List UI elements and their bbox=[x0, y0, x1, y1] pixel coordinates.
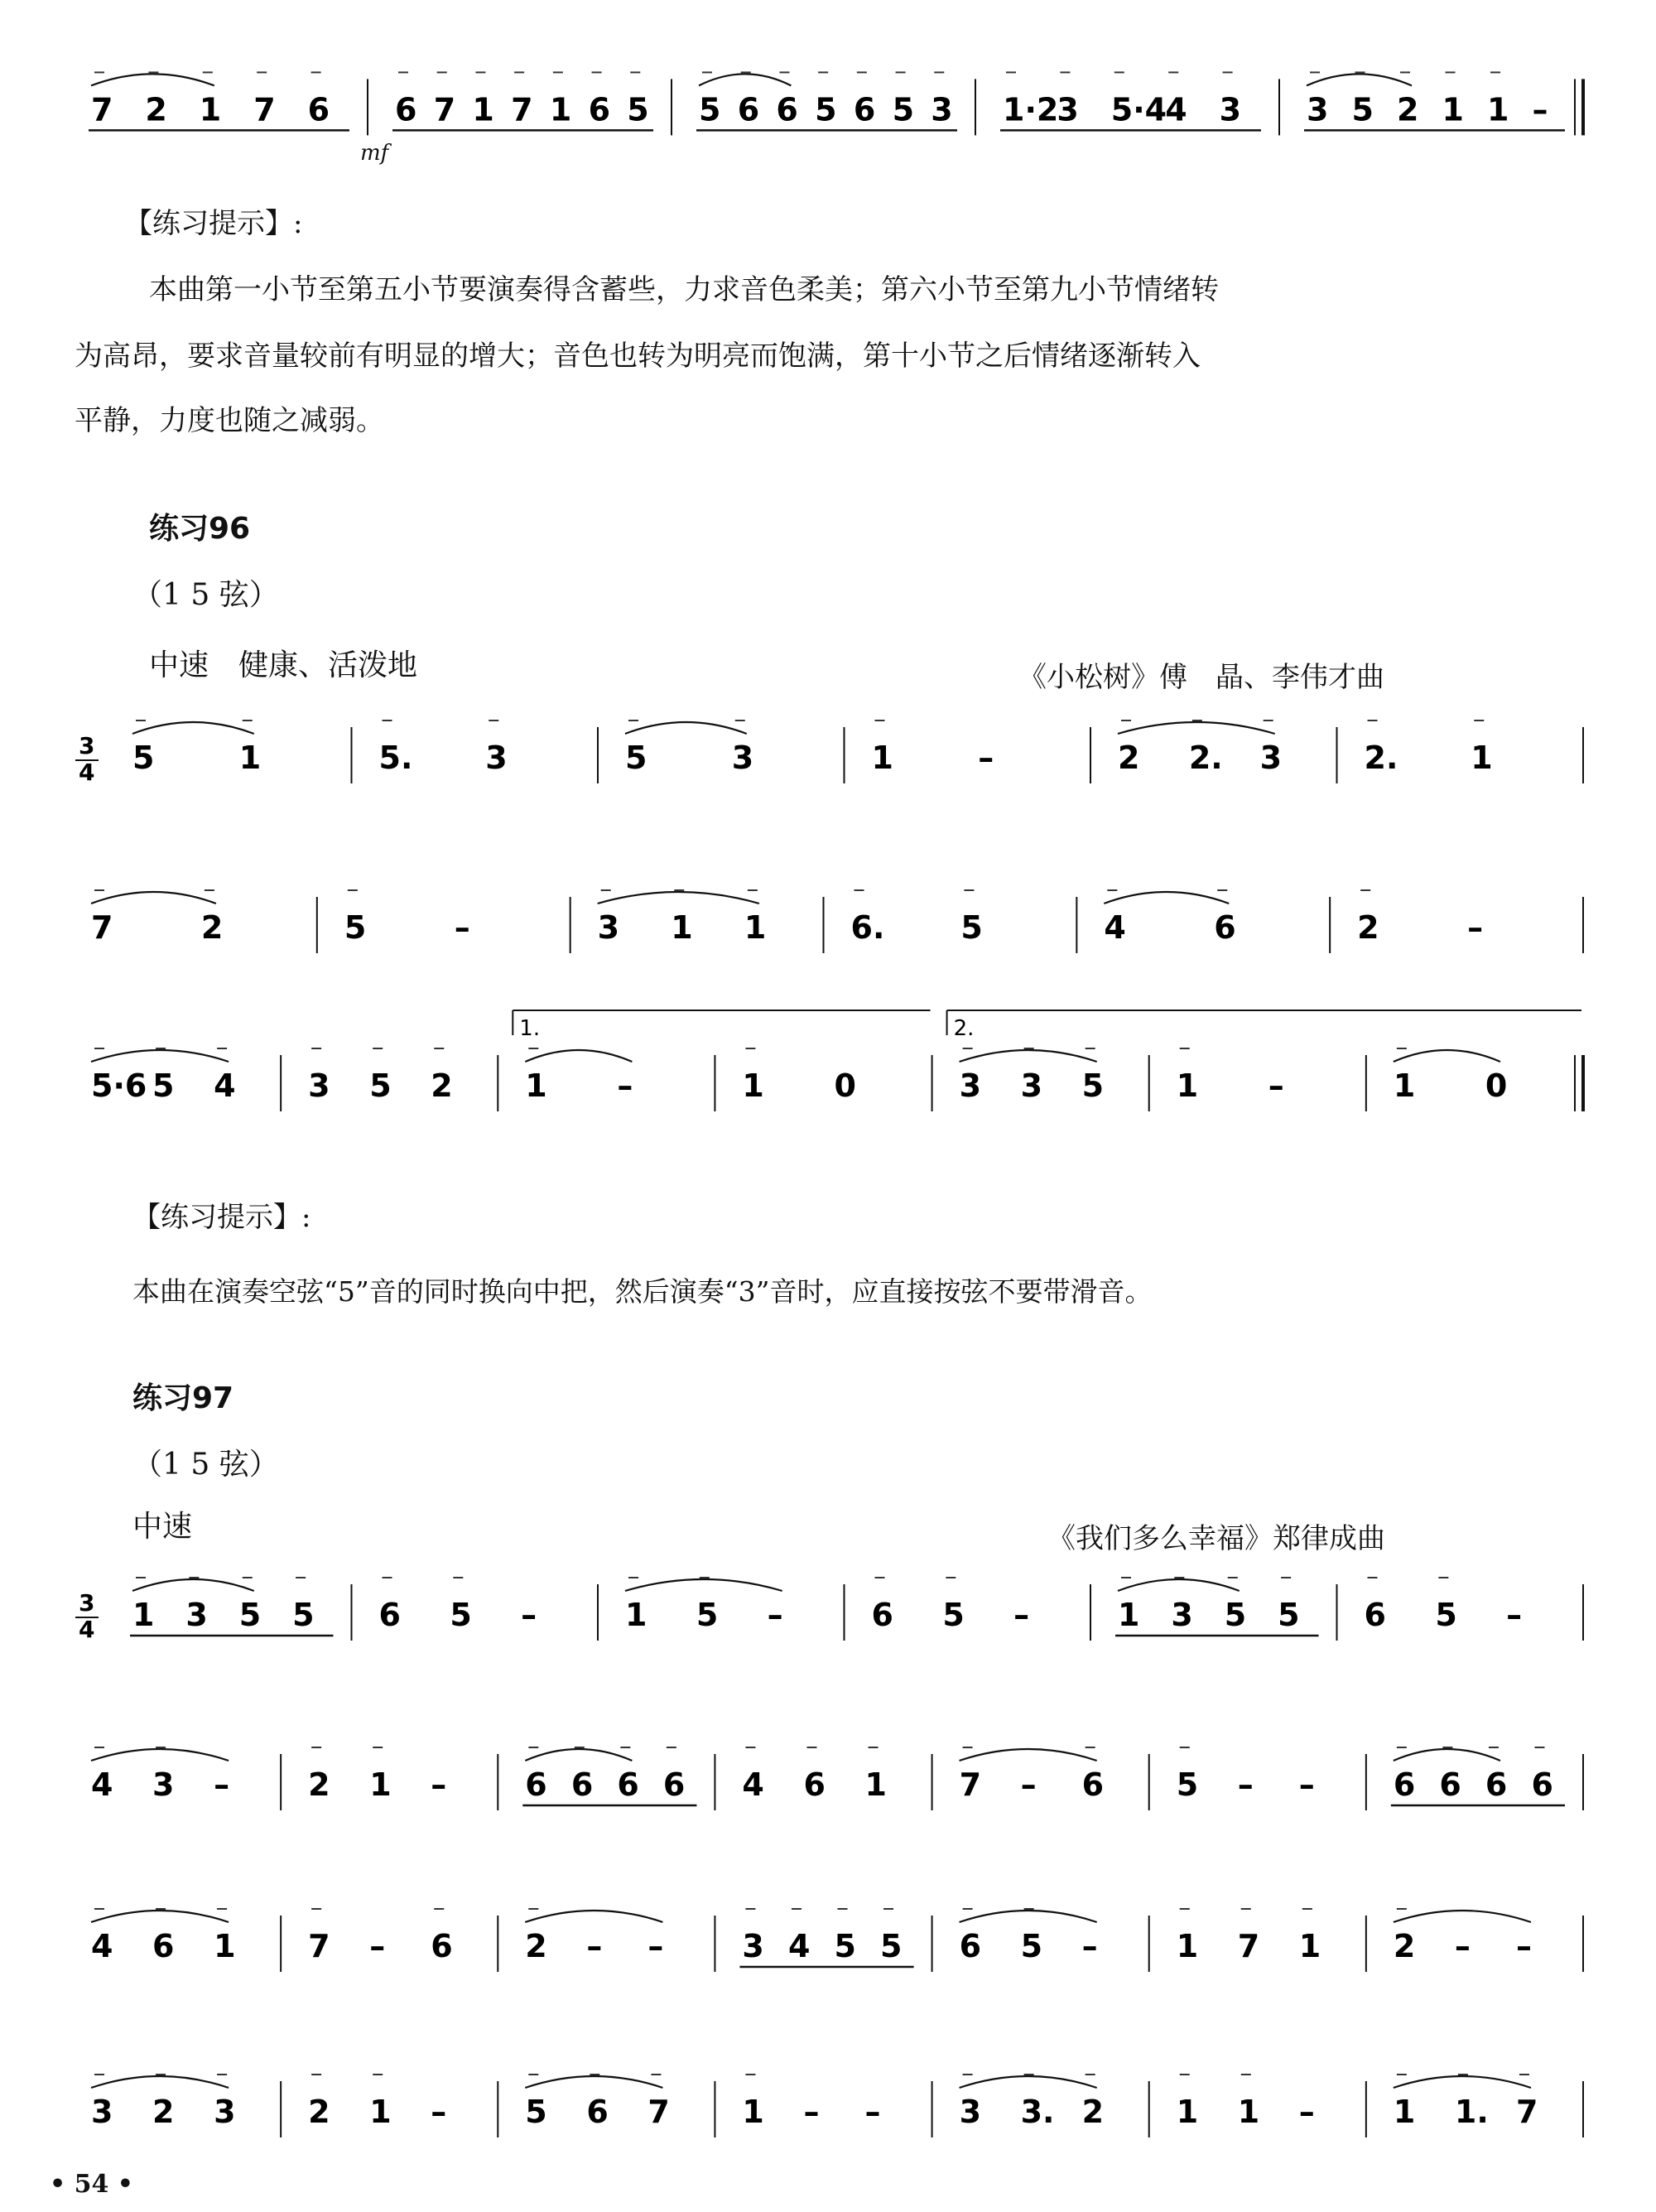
note: 1 bbox=[549, 91, 572, 128]
slur bbox=[132, 1579, 254, 1591]
note: 4 bbox=[787, 1928, 811, 1964]
slur bbox=[960, 1749, 1097, 1761]
note: 7 bbox=[1237, 1928, 1260, 1964]
note: 3 bbox=[742, 1928, 764, 1964]
note: – bbox=[1268, 1067, 1284, 1104]
note: 6 bbox=[525, 1766, 547, 1803]
slur bbox=[598, 892, 759, 904]
note: 5 bbox=[1176, 1766, 1199, 1803]
note: 3. bbox=[1020, 2094, 1055, 2130]
note: 6 bbox=[871, 1597, 893, 1633]
note: 2 bbox=[1081, 2094, 1105, 2130]
note: 6 bbox=[1214, 909, 1236, 946]
note: 5 bbox=[1020, 1928, 1043, 1964]
ex97-row-2 bbox=[70, 1718, 1590, 1843]
top-staff bbox=[70, 33, 1590, 174]
note: 6 bbox=[662, 1766, 686, 1803]
note: – bbox=[214, 1766, 230, 1803]
note: 5·4 bbox=[1110, 91, 1167, 128]
slur bbox=[1118, 722, 1275, 734]
note: 2 bbox=[1397, 91, 1419, 128]
note: 3 bbox=[1307, 91, 1329, 128]
note: 7 bbox=[1515, 2094, 1538, 2130]
note: – bbox=[617, 1067, 633, 1104]
volta-2-label: 2. bbox=[953, 1016, 975, 1041]
note: 1 bbox=[369, 2094, 392, 2130]
note: 3 bbox=[1020, 1067, 1043, 1104]
note: 1 bbox=[864, 1766, 887, 1803]
exercise-96-tempo: 中速 健康、活泼地 bbox=[149, 648, 418, 682]
note: – bbox=[647, 1928, 664, 1964]
note: 1 bbox=[871, 740, 893, 776]
note: 2 bbox=[145, 91, 167, 128]
ex97-row-3-svg bbox=[70, 1880, 1590, 2004]
note: 6 bbox=[1364, 1597, 1386, 1633]
exercise-97-title: 练习97 bbox=[132, 1381, 234, 1415]
note: 6 bbox=[586, 2094, 609, 2130]
note: 5 bbox=[1278, 1597, 1300, 1633]
slur bbox=[1394, 2076, 1531, 2088]
note: 6 bbox=[803, 1766, 826, 1803]
tip1-line-3: 平静，力度也随之减弱。 bbox=[75, 404, 384, 437]
note: 6 bbox=[378, 1597, 401, 1633]
ex97-row-1 bbox=[70, 1549, 1590, 1673]
note: 5 bbox=[450, 1597, 472, 1633]
note: 5 bbox=[132, 740, 155, 776]
note: 1. bbox=[1454, 2094, 1489, 2130]
ex96-row-1 bbox=[70, 692, 1590, 816]
note: 5 bbox=[525, 2094, 547, 2130]
note: 6 bbox=[431, 1928, 453, 1964]
note: 7 bbox=[511, 91, 533, 128]
note: 5 bbox=[152, 1067, 175, 1104]
ex96-row-3 bbox=[70, 994, 1590, 1159]
note: 2 bbox=[1357, 909, 1379, 946]
note: 5 bbox=[696, 1597, 719, 1633]
note: 5 bbox=[880, 1928, 903, 1964]
time-sig-bottom: 4 bbox=[79, 759, 95, 786]
note: – bbox=[454, 909, 470, 946]
note: 3 bbox=[185, 1597, 208, 1633]
note: – bbox=[1454, 1928, 1471, 1964]
slur bbox=[91, 1749, 229, 1761]
exercise-97-tempo: 中速 bbox=[132, 1510, 193, 1544]
note: 1 bbox=[742, 2094, 764, 2130]
note: 3 bbox=[597, 909, 620, 946]
note: 2 bbox=[308, 2094, 330, 2130]
note: 2 bbox=[525, 1928, 547, 1964]
note: 3 bbox=[1171, 1597, 1193, 1633]
note: 1 bbox=[744, 909, 767, 946]
note: 1 bbox=[472, 91, 494, 128]
note: 3 bbox=[1219, 91, 1242, 128]
page-number: • 54 • bbox=[50, 2170, 133, 2199]
slur bbox=[1118, 1579, 1240, 1591]
note: 3 bbox=[91, 2094, 113, 2130]
ex96-row-2-svg bbox=[70, 861, 1590, 986]
note: 5. bbox=[378, 740, 413, 776]
ex97-row-3 bbox=[70, 1880, 1590, 2004]
note: 1 bbox=[525, 1067, 547, 1104]
note: 2 bbox=[1118, 740, 1140, 776]
note: 1 bbox=[1176, 1067, 1199, 1104]
slur bbox=[699, 74, 791, 85]
note: 4 bbox=[742, 1766, 764, 1803]
note: – bbox=[369, 1928, 386, 1964]
note: – bbox=[1515, 1928, 1532, 1964]
note: 1·2 bbox=[1003, 91, 1059, 128]
note: 7 bbox=[433, 91, 456, 128]
top-staff-svg bbox=[70, 33, 1590, 174]
note: – bbox=[1020, 1766, 1037, 1803]
ex96-row-1-svg bbox=[70, 692, 1590, 816]
note: 3 bbox=[485, 740, 508, 776]
note: 1 bbox=[742, 1067, 764, 1104]
ex97-row-4-svg bbox=[70, 2046, 1590, 2170]
note: 1 bbox=[1442, 91, 1464, 128]
slur bbox=[1394, 1749, 1500, 1761]
note: 7 bbox=[308, 1928, 330, 1964]
note: – bbox=[1532, 91, 1548, 128]
note: 7 bbox=[959, 1766, 982, 1803]
slur bbox=[525, 1050, 632, 1062]
note: 5 bbox=[344, 909, 367, 946]
note: 5 bbox=[1351, 91, 1374, 128]
slur bbox=[525, 1911, 662, 1922]
note: 6 bbox=[1531, 1766, 1553, 1803]
slur bbox=[960, 1050, 1097, 1062]
slur bbox=[132, 722, 254, 734]
slur bbox=[960, 1911, 1097, 1922]
note: 5 bbox=[1435, 1597, 1457, 1633]
slur bbox=[91, 74, 214, 85]
note: 4 bbox=[1104, 909, 1126, 946]
note: – bbox=[978, 740, 994, 776]
slur bbox=[91, 1911, 229, 1922]
note: 6 bbox=[1485, 1766, 1508, 1803]
note: 3 bbox=[1057, 91, 1079, 128]
note: 3 bbox=[931, 91, 953, 128]
note: 4 bbox=[91, 1928, 113, 1964]
time-sig-bottom: 4 bbox=[79, 1616, 95, 1643]
note: – bbox=[521, 1597, 537, 1633]
note: 5 bbox=[625, 740, 647, 776]
note: 6 bbox=[1393, 1766, 1416, 1803]
ex96-row-3-svg bbox=[70, 994, 1590, 1159]
note: – bbox=[1506, 1597, 1523, 1633]
note: 5 bbox=[960, 909, 983, 946]
note: 1 bbox=[1176, 2094, 1199, 2130]
slur bbox=[625, 722, 747, 734]
note: 6 bbox=[1439, 1766, 1461, 1803]
note: – bbox=[431, 1766, 447, 1803]
slur bbox=[1394, 1050, 1500, 1062]
note: 4 bbox=[214, 1067, 236, 1104]
slur bbox=[1104, 892, 1229, 904]
note: 1 bbox=[1118, 1597, 1140, 1633]
slur bbox=[91, 2076, 229, 2088]
note: 3 bbox=[959, 1067, 982, 1104]
note: 7 bbox=[647, 2094, 670, 2130]
note: 4 bbox=[1165, 91, 1187, 128]
note: 7 bbox=[91, 909, 113, 946]
slur bbox=[91, 1050, 229, 1062]
note: 6 bbox=[307, 91, 330, 128]
slur bbox=[625, 1579, 782, 1591]
note: 6 bbox=[959, 1928, 982, 1964]
note: 6 bbox=[853, 91, 876, 128]
ex96-row-2 bbox=[70, 861, 1590, 986]
exercise-96-credit: 《小松树》傅 晶、李伟才曲 bbox=[1018, 661, 1384, 694]
time-sig-top: 3 bbox=[79, 732, 95, 759]
note: 6 bbox=[617, 1766, 639, 1803]
note: 3 bbox=[308, 1067, 330, 1104]
note: 1 bbox=[369, 1766, 392, 1803]
note: 6 bbox=[588, 91, 611, 128]
note: 6 bbox=[1081, 1766, 1105, 1803]
time-sig-top: 3 bbox=[79, 1589, 95, 1617]
note: 0 bbox=[834, 1067, 856, 1104]
note: – bbox=[1013, 1597, 1030, 1633]
note: 1 bbox=[199, 91, 222, 128]
note: 1 bbox=[1471, 740, 1493, 776]
tip2-line: 本曲在演奏空弦“5”音的同时换向中把，然后演奏“3”音时，应直接按弦不要带滑音。 bbox=[132, 1275, 1153, 1308]
note: – bbox=[431, 2094, 447, 2130]
note: 1 bbox=[1393, 2094, 1416, 2130]
slur bbox=[1307, 74, 1412, 85]
note: 7 bbox=[91, 91, 113, 128]
note: 3 bbox=[152, 1766, 175, 1803]
note: 6 bbox=[395, 91, 417, 128]
note: 5 bbox=[627, 91, 649, 128]
note: 1 bbox=[1176, 1928, 1199, 1964]
note: 5 bbox=[238, 1597, 262, 1633]
slur bbox=[1394, 1911, 1531, 1922]
note: 2 bbox=[152, 2094, 175, 2130]
note: 5 bbox=[1081, 1067, 1105, 1104]
note: 6 bbox=[737, 91, 760, 128]
note: 1 bbox=[238, 740, 262, 776]
note: 5·6 bbox=[91, 1067, 147, 1104]
note: 6 bbox=[152, 1928, 175, 1964]
note: 2. bbox=[1188, 740, 1223, 776]
note: – bbox=[803, 2094, 820, 2130]
tip2-title: 【练习提示】: bbox=[132, 1201, 311, 1234]
note: 3 bbox=[731, 740, 754, 776]
note: 2. bbox=[1364, 740, 1398, 776]
note: 5 bbox=[1224, 1597, 1247, 1633]
note: 5 bbox=[892, 91, 915, 128]
note: 6. bbox=[850, 909, 885, 946]
note: – bbox=[1298, 1766, 1315, 1803]
note: 5 bbox=[942, 1597, 965, 1633]
slur bbox=[525, 2076, 662, 2088]
note: – bbox=[1467, 909, 1484, 946]
note: 5 bbox=[834, 1928, 856, 1964]
note: 3 bbox=[214, 2094, 236, 2130]
volta-1-label: 1. bbox=[519, 1016, 541, 1041]
note: 7 bbox=[253, 91, 276, 128]
note: 5 bbox=[815, 91, 837, 128]
tip1-title: 【练习提示】: bbox=[124, 207, 303, 240]
tip1-line-1: 本曲第一小节至第五小节要演奏得含蓄些，力求音色柔美；第六小节至第九小节情绪转 bbox=[149, 273, 1219, 306]
note: 1 bbox=[132, 1597, 155, 1633]
note: – bbox=[586, 1928, 603, 1964]
ex97-row-4 bbox=[70, 2046, 1590, 2170]
tip1-line-2: 为高昂，要求音量较前有明显的增大；音色也转为明亮而饱满，第十小节之后情绪逐渐转入 bbox=[75, 340, 1201, 373]
note: 1 bbox=[1298, 1928, 1321, 1964]
note: 2 bbox=[308, 1766, 330, 1803]
note: 2 bbox=[200, 909, 224, 946]
note: 5 bbox=[369, 1067, 392, 1104]
note: – bbox=[1237, 1766, 1254, 1803]
note: 1 bbox=[214, 1928, 236, 1964]
ex97-row-2-svg bbox=[70, 1718, 1590, 1843]
dynamic-mark: mf bbox=[360, 141, 389, 166]
note: 6 bbox=[776, 91, 798, 128]
note: 2 bbox=[431, 1067, 453, 1104]
note: – bbox=[1081, 1928, 1098, 1964]
note: 1 bbox=[625, 1597, 647, 1633]
exercise-96-title: 练习96 bbox=[149, 512, 251, 546]
note: 3 bbox=[1259, 740, 1283, 776]
note: – bbox=[1298, 2094, 1315, 2130]
note: 0 bbox=[1485, 1067, 1508, 1104]
slur bbox=[525, 1749, 632, 1761]
note: 1 bbox=[1237, 2094, 1260, 2130]
note: – bbox=[864, 2094, 881, 2130]
exercise-97-strings: （1 5 弦） bbox=[132, 1448, 279, 1482]
exercise-97-credit: 《我们多么幸福》郑律成曲 bbox=[1047, 1522, 1385, 1555]
note: – bbox=[767, 1597, 783, 1633]
note: 1 bbox=[1487, 91, 1509, 128]
slur bbox=[91, 892, 216, 904]
note: 5 bbox=[699, 91, 721, 128]
note: 6 bbox=[570, 1766, 594, 1803]
note: 5 bbox=[292, 1597, 315, 1633]
note: 1 bbox=[1393, 1067, 1416, 1104]
note: 4 bbox=[91, 1766, 113, 1803]
slur bbox=[960, 2076, 1097, 2088]
note: 3 bbox=[959, 2094, 982, 2130]
note: 2 bbox=[1393, 1928, 1416, 1964]
note: 1 bbox=[671, 909, 693, 946]
exercise-96-strings: （1 5 弦） bbox=[132, 578, 279, 612]
ex97-row-1-svg bbox=[70, 1549, 1590, 1673]
